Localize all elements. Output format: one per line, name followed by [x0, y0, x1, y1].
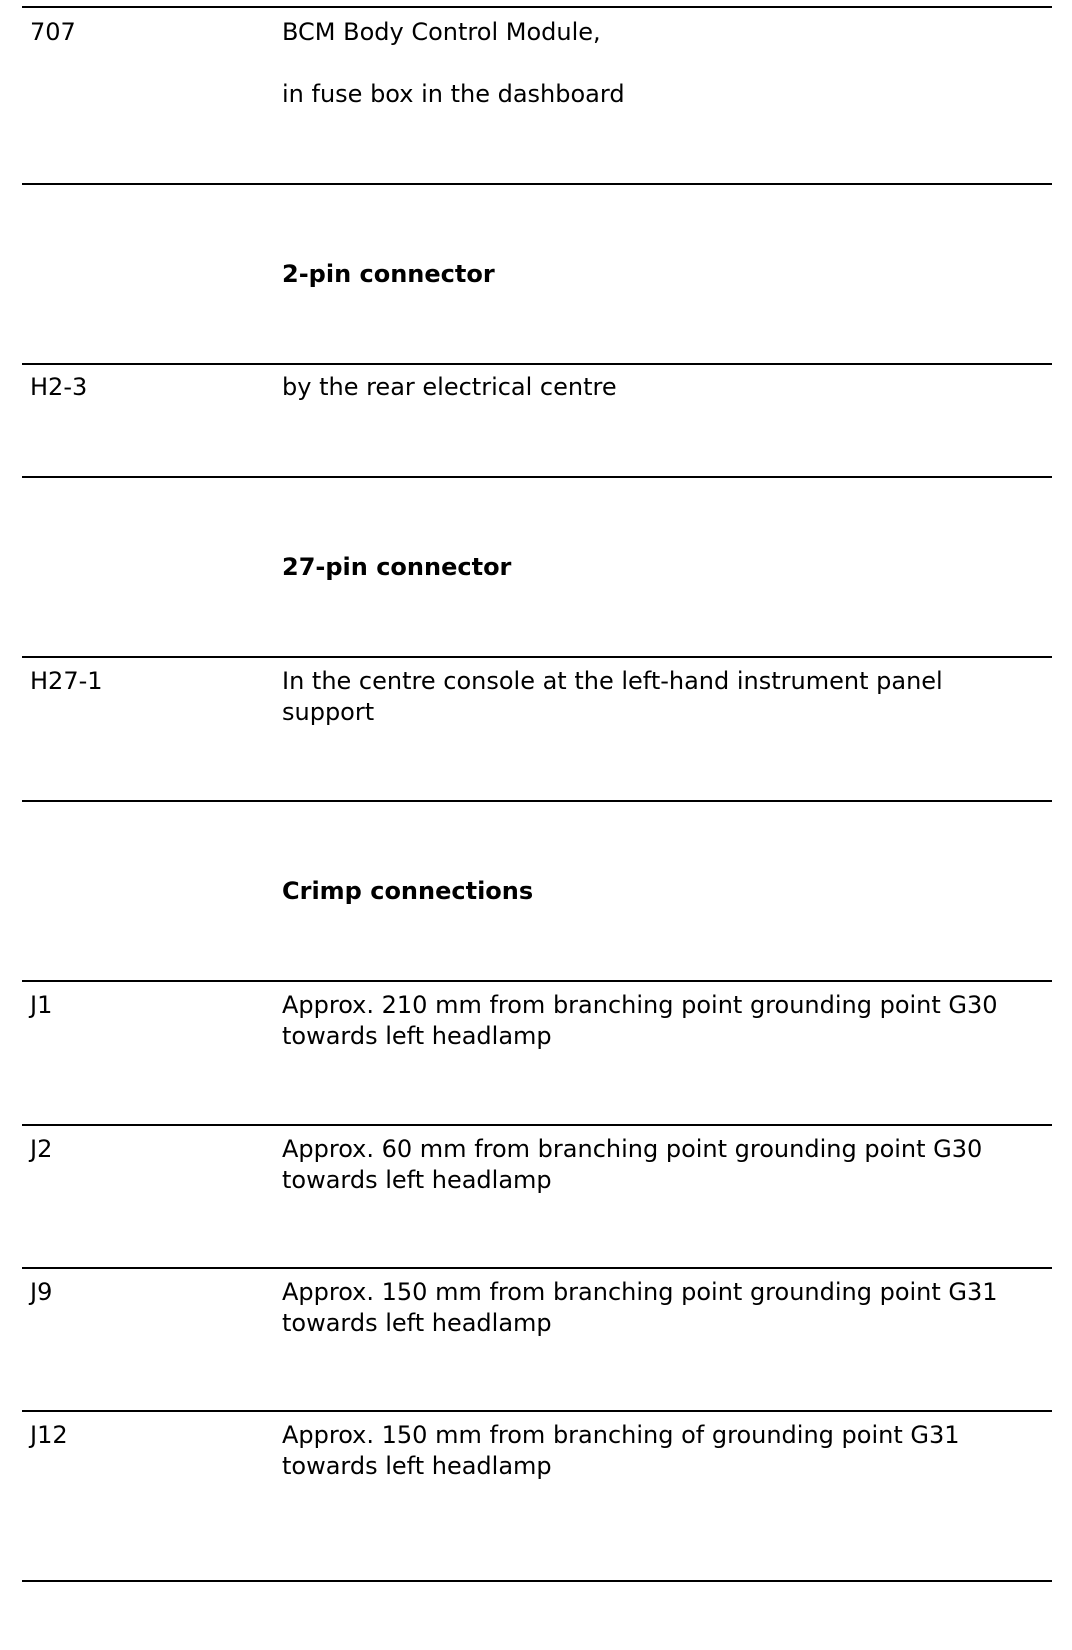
row-code: J12 — [30, 1421, 68, 1449]
row-code: H2-3 — [30, 373, 88, 401]
table-divider — [22, 476, 1052, 478]
table-divider — [22, 363, 1052, 365]
row-description: Approx. 150 mm from branching of grounding point G31 towards left headlamp — [282, 1421, 960, 1480]
row-description: Approx. 210 mm from branching point grounding point G30 towards left headlamp — [282, 991, 998, 1050]
table-divider — [22, 1124, 1052, 1126]
table-divider — [22, 1267, 1052, 1269]
row-description: In the centre console at the left-hand instrument panel support — [282, 667, 943, 726]
row-code: J1 — [30, 991, 53, 1019]
row-code: J2 — [30, 1135, 53, 1163]
table-divider — [22, 183, 1052, 185]
table-divider — [22, 980, 1052, 982]
row-code: H27-1 — [30, 667, 103, 695]
section-heading: 2-pin connector — [282, 260, 495, 288]
table-divider — [22, 1410, 1052, 1412]
row-description: Approx. 60 mm from branching point grounding point G30 towards left headlamp — [282, 1135, 983, 1194]
section-heading: 27-pin connector — [282, 553, 512, 581]
table-divider — [22, 1580, 1052, 1582]
row-description: Approx. 150 mm from branching point grounding point G31 towards left headlamp — [282, 1278, 998, 1337]
row-description: by the rear electrical centre — [282, 373, 617, 401]
row-description: BCM Body Control Module, — [282, 18, 601, 46]
table-divider — [22, 656, 1052, 658]
row-code: 707 — [30, 18, 76, 46]
section-heading: Crimp connections — [282, 877, 534, 905]
table-divider — [22, 6, 1052, 8]
row-description-line-2: in fuse box in the dashboard — [282, 80, 625, 108]
table-divider — [22, 800, 1052, 802]
row-code: J9 — [30, 1278, 53, 1306]
